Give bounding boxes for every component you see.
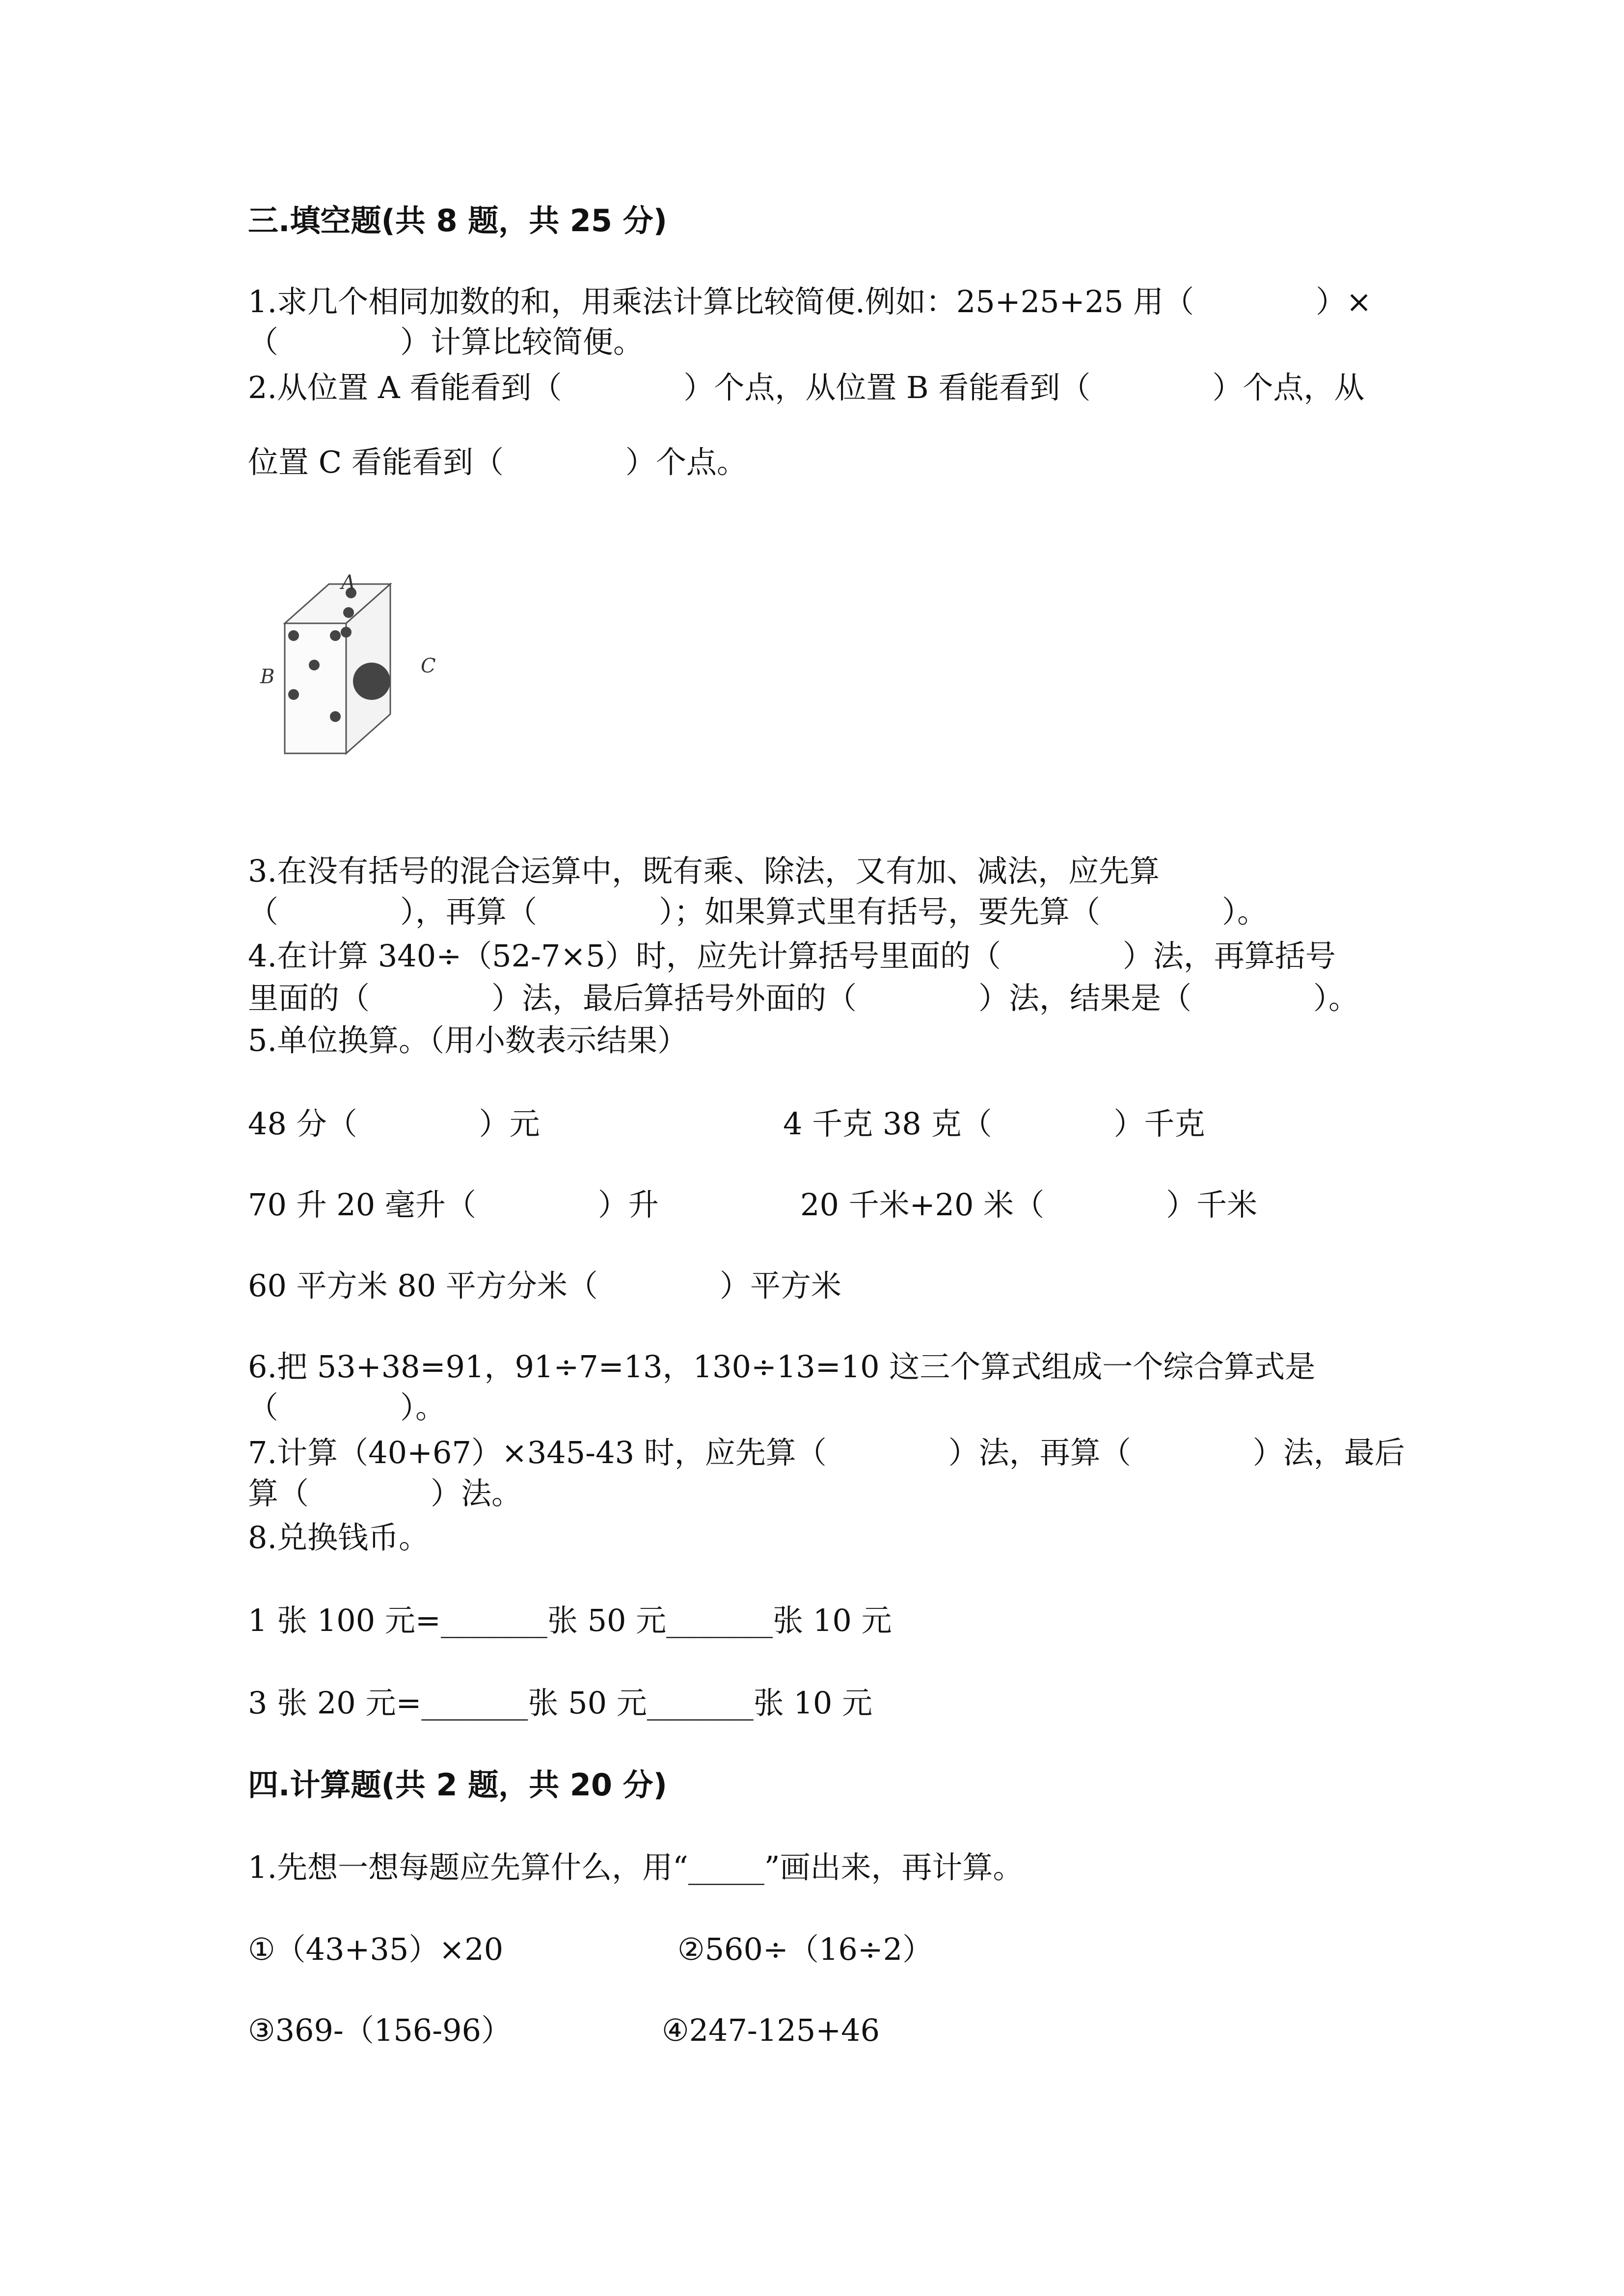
q7-line-2: 算（ ）法。 [248,1475,522,1511]
q8-title: 8.兑换钱币。 [248,1520,430,1555]
q2-line-1: 2.从位置 A 看能看到（ ）个点，从位置 B 看能看到（ ）个点，从 [248,370,1365,405]
dice-figure [248,569,454,766]
label-a: A [341,571,355,594]
section-4-heading: 四.计算题(共 2 题，共 20 分) [248,1767,667,1803]
q7-line-1: 7.计算（40+67）×345-43 时，应先算（ ）法，再算（ ）法，最后 [248,1435,1405,1470]
dice-pip [330,711,341,722]
dice-pip [341,627,352,638]
q6-line-1: 6.把 53+38=91，91÷7=13，130÷13=10 这三个算式组成一个综合算式是 [248,1349,1316,1385]
calc-item-1: ①（43+35）×20 [248,1931,504,1967]
calc-item-3: ③369-（156-96） [248,2012,512,2048]
dice-pip-large [353,663,390,700]
q2-line-2: 位置 C 看能看到（ ）个点。 [248,444,747,480]
dice-front-face [285,623,346,753]
dice-pip [288,630,299,641]
calc-item-2: ②560÷（16÷2） [677,1931,933,1967]
dice-pip [343,607,354,618]
q1-line-2: （ ）计算比较简便。 [248,324,644,360]
label-b: B [260,666,275,688]
q8-line-1: 1 张 100 元=_______张 50 元_______张 10 元 [248,1602,892,1638]
dice-pip [288,689,299,700]
q3-line-1: 3.在没有括号的混合运算中，既有乘、除法，又有加、减法，应先算 [248,853,1160,889]
dice-pip [309,660,320,670]
unit-item-2: 4 千克 38 克（ ）千克 [783,1106,1205,1142]
calc-item-4: ④247-125+46 [662,2012,880,2048]
q8-line-2: 3 张 20 元=_______张 50 元_______张 10 元 [248,1685,873,1721]
unit-item-3: 70 升 20 毫升（ ）升 [248,1187,659,1223]
label-c: C [421,655,436,677]
dice-pip [330,630,341,641]
q6-line-2: （ ）。 [248,1389,446,1425]
unit-item-4: 20 千米+20 米（ ）千米 [800,1187,1258,1223]
unit-item-1: 48 分（ ）元 [248,1106,540,1142]
q3-line-2: （ ），再算（ ）；如果算式里有括号，要先算（ ）。 [248,894,1268,930]
q5-title: 5.单位换算。（用小数表示结果） [248,1022,688,1058]
unit-item-5: 60 平方米 80 平方分米（ ）平方米 [248,1268,841,1304]
q4-line-2: 里面的（ ）法，最后算括号外面的（ ）法，结果是（ ）。 [248,980,1359,1016]
q1-line-1: 1.求几个相同加数的和，用乘法计算比较简便.例如：25+25+25 用（ ）× [248,284,1372,320]
q4-line-1: 4.在计算 340÷（52-7×5）时，应先计算括号里面的（ ）法，再算括号 [248,938,1336,974]
calc-q1-title: 1.先想一想每题应先算什么，用“_____”画出来，再计算。 [248,1849,1024,1885]
section-3-heading: 三.填空题(共 8 题，共 25 分) [248,203,667,239]
